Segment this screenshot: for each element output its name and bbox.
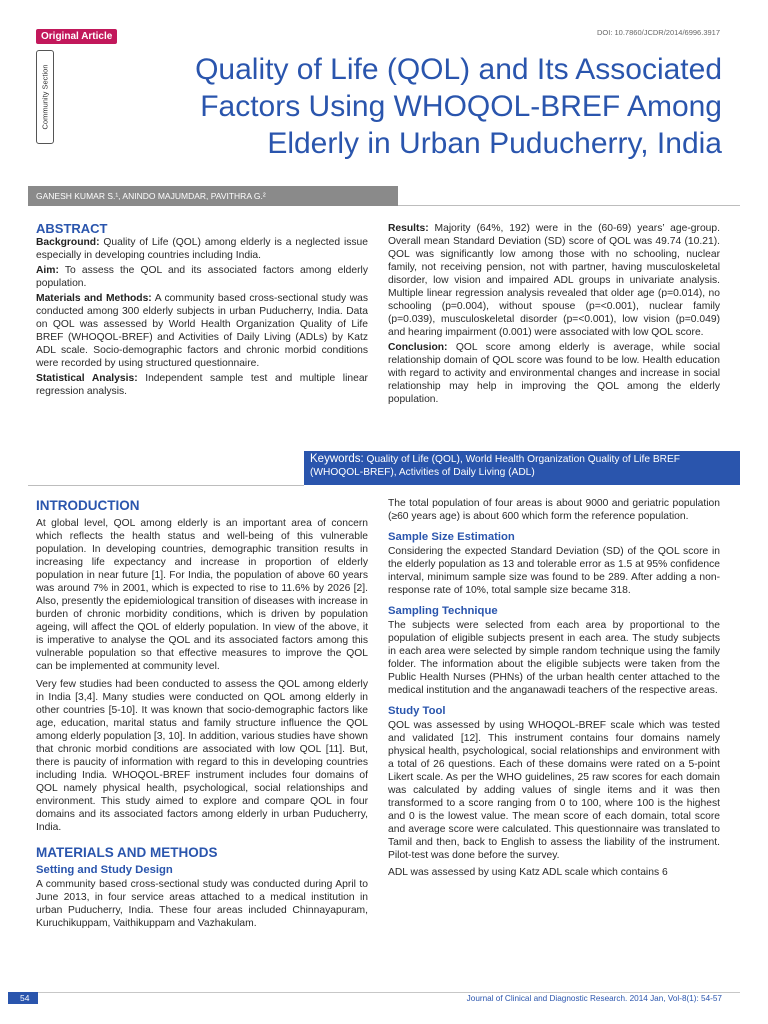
sampling-technique-heading: Sampling Technique [388, 605, 498, 617]
abstract-heading: ABSTRACT [36, 221, 108, 236]
abstract-statistics [36, 372, 368, 398]
population-paragraph: The total population of four areas is about 9000 and geriatric population (≥60 years age) is about 600 which form the reference population. [388, 498, 720, 522]
page-number: 54 [8, 992, 38, 1004]
aim-label: Aim: [36, 265, 59, 276]
abstract-background [36, 236, 368, 262]
intro-paragraph-1: At global level, QOL among elderly is an important area of concern which reflects the health status and well-being of this vulnerable population. In developing countries, demographic transition results in increasing life expectancy and increase in proportion of elderly population in near future [1]. For India, the population of above 60 years was around 7% in 2001, which is expected to rise to 11.6% by 2026 [2]. Also, presently the epidemiological transition of diseases with increase in burden of chronic morbidity conditions, which is driven by population ageing, will affect the QOL of elderly population. In view of the above, it is imperative to analyse the QOL and its associated factors among this vulnerable population so that effective measures to improve the QOL can be implemented at community level. [36, 518, 368, 672]
setting-heading: Setting and Study Design [36, 864, 173, 876]
results-label: Results: [388, 223, 429, 234]
sample-size-paragraph: Considering the expected Standard Deviation (SD) of the QOL score in the elderly population as 13 and tolerable error as 1.5 at 95% confidence interval, minimum sample size was found to be 289. After adding a non-response rate of 10%, total sample size became 318. [388, 546, 720, 596]
keywords-label: Keywords: [310, 453, 364, 465]
materials-methods-heading: MATERIALS AND METHODS [36, 845, 218, 860]
methods-text: A community based cross-sectional study was conducted among 300 elderly subjects in urban Puducherry, India. Data on QOL was assessed by World Health Organization Quality of Life BREF (WHOQOL-BREF) and Activities of Daily Living (ADLs) by Katz ADL scale. Socio-demographic factors and chronic morbid conditions were recorded by using structured questionnaire. [36, 293, 369, 369]
abstract-methods [36, 292, 368, 370]
header-divider [398, 205, 740, 206]
adl-paragraph: ADL was assessed by using Katz ADL scale which contains 6 [388, 867, 668, 878]
study-tool-heading: Study Tool [388, 705, 446, 717]
body-right-column [388, 497, 720, 881]
stats-label: Statistical Analysis: [36, 373, 138, 384]
background-label: Background: [36, 237, 100, 248]
conclusion-text: QOL score among elderly is average, while social relationship domain of QOL score was found to be low. Health education with regard to activity and environmental changes and increase in social relationship may help in improving the QOL among the elderly population. [388, 342, 720, 405]
setting-paragraph: A community based cross-sectional study was conducted during April to June 2013, in four service areas attached to a medical institution in urban Puducherry, India. These four areas included Chinnayapuram, Kuruchikuppam, Vaithikuppam and Vazhakulam. [36, 879, 368, 929]
abstract-aim [36, 264, 368, 290]
section-tab [36, 50, 54, 144]
doi-text: DOI: 10.7860/JCDR/2014/6996.3917 [597, 28, 720, 37]
journal-citation: Journal of Clinical and Diagnostic Research. 2014 Jan, Vol-8(1): 54-57 [466, 994, 722, 1003]
conclusion-label: Conclusion: [388, 342, 448, 353]
author-bar: GANESH KUMAR S.¹, ANINDO MAJUMDAR, PAVITHRA G.² [28, 186, 398, 206]
article-title: Quality of Life (QOL) and Its Associated Factors Using WHOQOL-BREF Among Elderly in Urban Puducherry, India [195, 53, 722, 160]
sample-size-heading: Sample Size Estimation [388, 531, 515, 543]
keywords-divider [28, 485, 304, 486]
abstract-results [388, 222, 720, 339]
introduction-heading: INTRODUCTION [36, 498, 140, 513]
abstract-conclusion [388, 341, 720, 406]
methods-label: Materials and Methods: [36, 293, 152, 304]
keywords-box [304, 451, 740, 485]
sampling-technique-paragraph: The subjects were selected from each area by proportional to the population of eligible subjects present in each area. The study subjects in each area were selected by simple random technique using the family folder. The information about the eligible subjects were taken from the Public Health Nurses (PHNs) of the urban health center attached to the medical institution and the anganawadi teachers of the respective areas. [388, 620, 720, 696]
section-tab-label: Community Section [40, 64, 50, 130]
abstract-right-column [388, 222, 720, 408]
abstract-left-column [36, 222, 368, 400]
footer-divider [28, 992, 740, 993]
aim-text: To assess the QOL and its associated factors among elderly population. [36, 265, 368, 289]
study-tool-paragraph: QOL was assessed by using WHOQOL-BREF scale which was tested and validated [12]. This instrument contains four domains namely physical health, psychological, social relationships and environment with a total of 26 questions. Each of these domains were rated on a 5-point Likert scale. As per the WHO guidelines, 25 raw scores for each domain was calculated by adding values of single items and it was then transformed to a score ranging from 0 to 100, where 100 is the highest and 0 is the lowest value. The mean score of each domain, total score and average score were calculated. This questionnaire was translated to Tamil and then, back to English to assess the liability of the instrument. Pilot-test was done before the survey. [388, 720, 720, 861]
stats-text: Independent sample test and multiple linear regression analysis. [36, 373, 368, 397]
article-type-badge: Original Article [36, 29, 117, 44]
background-text: Quality of Life (QOL) among elderly is a neglected issue especially in developing countries including India. [36, 237, 368, 261]
body-left-column [36, 493, 368, 932]
keywords-text: Quality of Life (QOL), World Health Organization Quality of Life BREF (WHOQOL-BREF), Activities of Daily Living (ADL) [310, 454, 681, 478]
results-text: Majority (64%, 192) were in the (60-69) years’ age-group. Overall mean Standard Deviation (SD) score of QOL was 49.74 (10.21). QOL was significantly low among those with no schooling, nuclear family, not receiving pension, not with partner, having musculoskeletal disorder, low vision and impaired ADL groups in univariate analysis. Multiple linear regression analysis revealed that older age (p=0.014), no schooling (p=0.004), without spouse (p=<0.001), nuclear family (p=0.039), musculoskeletal disorder (p=<0.001), low vision (p=0.049) and hearing impairment (0.001) were associated with low QOL score. [388, 223, 720, 338]
intro-paragraph-2: Very few studies had been conducted to assess the QOL among elderly in India [3,4]. Many studies were conducted on QOL among elderly in other countries [5-10]. It was known that socio-demographic factors like age, education, marital status and family structure influence the QOL among elderly population [3, 10]. In addition, various studies have shown that chronic morbid conditions are associated with low QOL [11]. But, there is paucity of information with regard to this in developing countries including India. WHOQOL-BREF instrument includes four domains of QOL namely physical health, psychological, social relationships and environment. This study aimed to explore and compare QOL in four domains and its associated factors among elderly in urban Puducherry, India. [36, 679, 368, 833]
